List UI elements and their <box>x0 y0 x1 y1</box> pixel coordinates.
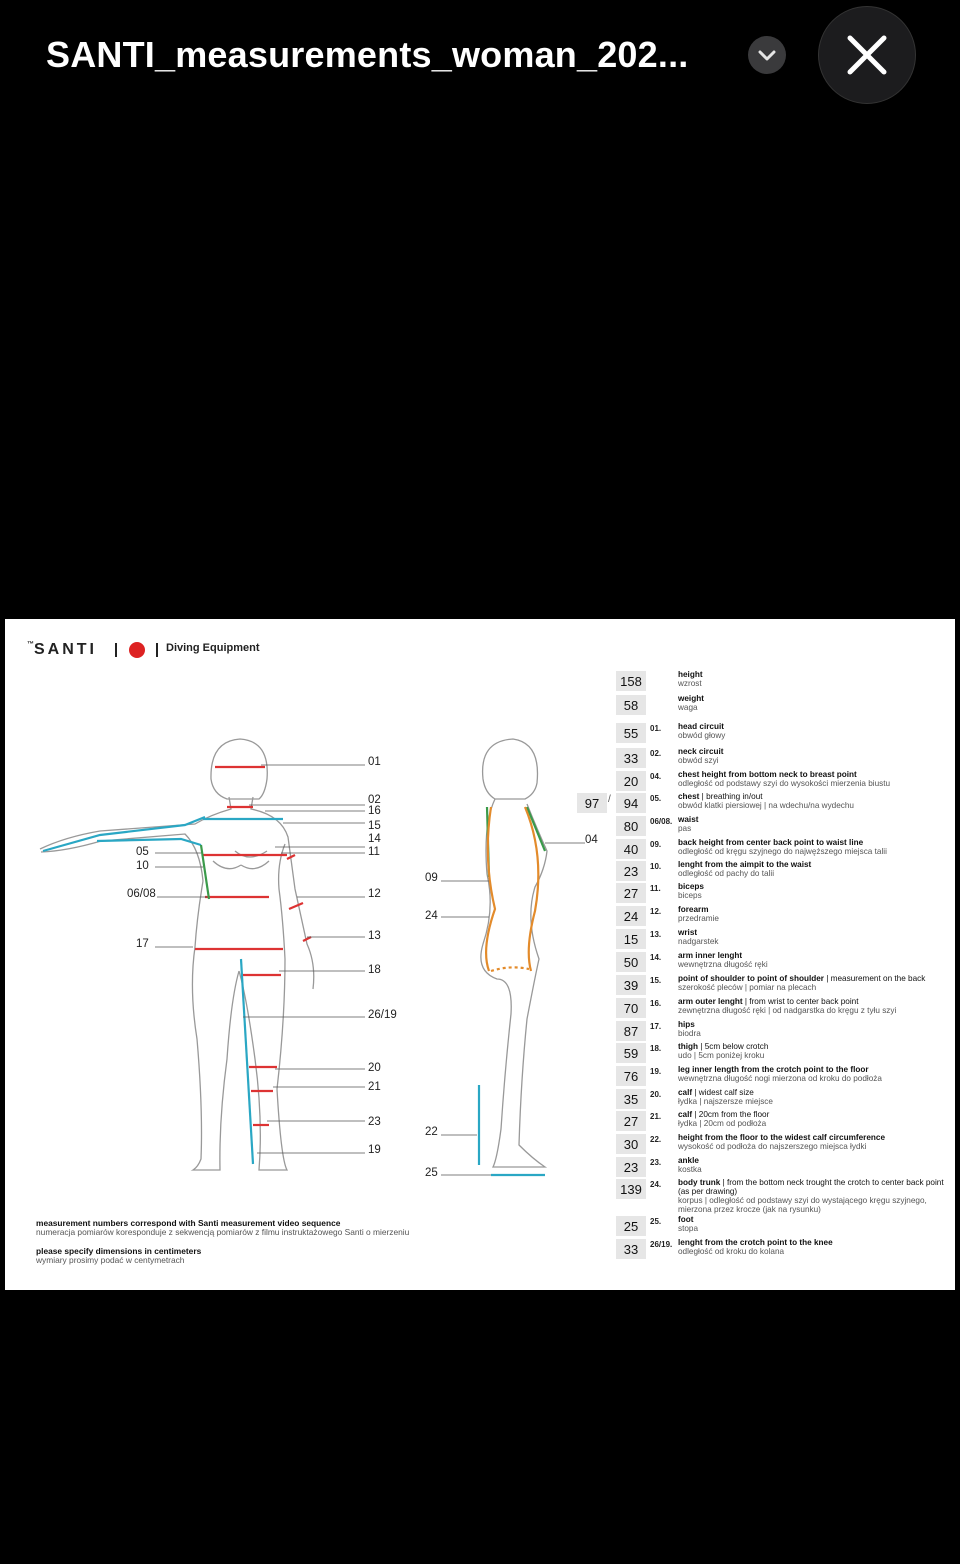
measurement-label <box>678 670 948 688</box>
measurement-row <box>5 671 955 691</box>
measurement-label <box>678 882 948 900</box>
measurement-row <box>5 1157 955 1177</box>
measurement-number: 25. <box>650 1217 662 1226</box>
measurement-alt-value[interactable]: 97 <box>577 793 607 813</box>
measurement-label-en: wrist <box>678 928 698 937</box>
measurement-label-pl: odległość od pachy do talii <box>678 869 775 878</box>
front-label: 16 <box>368 805 381 817</box>
measurement-row <box>5 1111 955 1131</box>
measurement-label <box>678 1020 948 1038</box>
measurement-value[interactable]: 158 <box>616 671 646 691</box>
measurement-row <box>5 748 955 768</box>
measurement-label-en: waist <box>678 815 699 824</box>
measurement-row <box>5 906 955 926</box>
measurement-row <box>5 1134 955 1154</box>
side-label: 22 <box>425 1126 438 1138</box>
measurement-number: 24. <box>650 1180 662 1189</box>
measurement-label-pl: biodra <box>678 1029 701 1038</box>
brand-name: SANTI <box>34 641 97 658</box>
measurement-value[interactable]: 39 <box>616 975 646 995</box>
measurement-value[interactable]: 24 <box>616 906 646 926</box>
measurement-label-pl: wzrost <box>678 679 702 688</box>
measurement-label <box>678 1215 948 1233</box>
footer-note-pl: numeracja pomiarów koresponduje z sekwencją pomiarów z filmu instruktażowego Santi o mierzeniu <box>36 1227 410 1237</box>
measurement-label <box>678 860 948 878</box>
close-icon <box>819 7 915 103</box>
footer-units-en: please specify dimensions in centimeters <box>36 1246 202 1256</box>
side-label: 09 <box>425 872 438 884</box>
measurement-label-en: chest height from bottom neck to breast point <box>678 770 857 779</box>
measurement-value[interactable]: 87 <box>616 1021 646 1041</box>
side-label: 04 <box>585 834 598 846</box>
footer-note <box>36 1219 409 1237</box>
front-label: 21 <box>368 1081 381 1093</box>
side-label: 24 <box>425 910 438 922</box>
measurement-label-en: leg inner length from the crotch point to the floor <box>678 1065 869 1074</box>
measurement-row <box>5 883 955 903</box>
measurement-label-en: ankle <box>678 1156 699 1165</box>
measurement-row <box>5 861 955 881</box>
measurement-label-pl: odległość od kroku do kolana <box>678 1247 785 1256</box>
measurement-label-pl: nadgarstek <box>678 937 719 946</box>
measurement-label <box>678 1156 948 1174</box>
measurement-value[interactable]: 55 <box>616 723 646 743</box>
measurement-value[interactable]: 30 <box>616 1134 646 1154</box>
measurement-row <box>5 723 955 743</box>
document-title: SANTI_measurements_woman_202... <box>46 34 689 75</box>
measurement-label <box>678 815 948 833</box>
footer-units <box>36 1247 201 1265</box>
measurement-number: 06/08. <box>650 817 673 826</box>
measurement-label-en: body trunk <box>678 1178 721 1187</box>
footer-note-en: measurement numbers correspond with Santi measurement video sequence <box>36 1218 341 1228</box>
measurement-number: 02. <box>650 749 662 758</box>
measurement-label-note: | breathing in/out <box>701 792 763 801</box>
measurement-label-pl: pas <box>678 824 692 833</box>
measurement-number: 05. <box>650 794 662 803</box>
measurement-label <box>678 722 948 740</box>
measurement-label-note: | from the bottom neck trought the crotch to center back point (as per drawing) <box>678 1178 944 1196</box>
chevron-down-icon <box>748 36 786 74</box>
measurement-label-en: arm inner lenght <box>678 951 743 960</box>
measurement-row <box>5 1178 955 1214</box>
measurement-label <box>678 770 948 788</box>
measurement-label <box>678 974 948 992</box>
measurement-row <box>5 1021 955 1041</box>
measurement-value[interactable]: 27 <box>616 883 646 903</box>
measurement-value[interactable]: 58 <box>616 695 646 715</box>
measurement-label-en: lenght from the crotch point to the knee <box>678 1238 833 1247</box>
measurement-value[interactable]: 33 <box>616 748 646 768</box>
measurement-row <box>5 771 955 791</box>
measurement-label-note: | widest calf size <box>694 1088 754 1097</box>
measurement-label <box>678 951 948 969</box>
measurement-number: 23. <box>650 1158 662 1167</box>
measurement-number: 12. <box>650 907 662 916</box>
measurement-label-en: head circuit <box>678 722 724 731</box>
measurement-label <box>678 792 948 810</box>
measurement-label-pl: udo | 5cm poniżej kroku <box>678 1051 765 1060</box>
measurement-label-pl: biceps <box>678 891 702 900</box>
measurement-value[interactable]: 27 <box>616 1111 646 1131</box>
measurement-value[interactable]: 70 <box>616 998 646 1018</box>
measurement-label-pl: zewnętrzna długość ręki | od nadgarstka do kręgu z tyłu szyi <box>678 1006 897 1015</box>
measurement-label-en: weight <box>678 694 704 703</box>
front-label: 13 <box>368 930 381 942</box>
document-page <box>5 619 955 1290</box>
measurement-number: 16. <box>650 999 662 1008</box>
measurement-label-en: hips <box>678 1020 695 1029</box>
measurement-number: 15. <box>650 976 662 985</box>
front-label: 15 <box>368 820 381 832</box>
measurement-label-en: biceps <box>678 882 704 891</box>
measurement-label <box>678 1238 948 1256</box>
measurement-value[interactable]: 15 <box>616 929 646 949</box>
measurement-number: 14. <box>650 953 662 962</box>
measurement-value[interactable]: 94 <box>616 793 646 813</box>
close-button[interactable] <box>818 6 916 104</box>
measurement-value[interactable]: 50 <box>616 952 646 972</box>
measurement-label-note: | 5cm below crotch <box>700 1042 769 1051</box>
measurement-label <box>678 1042 948 1060</box>
measurement-value[interactable]: 25 <box>616 1216 646 1236</box>
measurement-value[interactable]: 40 <box>616 839 646 859</box>
value-separator: / <box>608 794 611 805</box>
measurement-label-en: point of shoulder to point of shoulder <box>678 974 824 983</box>
measurement-label-pl: wewnętrzna długość ręki <box>678 960 768 969</box>
measurement-number: 19. <box>650 1067 662 1076</box>
front-label: 12 <box>368 888 381 900</box>
measurement-row <box>5 695 955 715</box>
front-label: 11 <box>368 846 380 858</box>
measurement-label-pl: obwód klatki piersiowej | na wdechu/na wydechu <box>678 801 854 810</box>
front-label: 17 <box>136 938 149 950</box>
measurement-row <box>5 998 955 1018</box>
measurement-number: 09. <box>650 840 662 849</box>
front-label: 19 <box>368 1144 381 1156</box>
measurement-value[interactable]: 139 <box>616 1179 646 1199</box>
measurement-number: 26/19. <box>650 1240 673 1249</box>
measurement-number: 17. <box>650 1022 662 1031</box>
front-label: 23 <box>368 1116 381 1128</box>
document-menu-button[interactable] <box>748 36 786 74</box>
measurement-label <box>678 1178 948 1214</box>
measurement-label-en: height from the floor to the widest calf circumference <box>678 1133 885 1142</box>
measurement-row <box>5 839 955 859</box>
measurement-label-pl: waga <box>678 703 698 712</box>
front-label: 20 <box>368 1062 381 1074</box>
front-label: 01 <box>368 756 381 768</box>
measurement-number: 20. <box>650 1090 662 1099</box>
measurement-row <box>5 816 955 836</box>
measurement-label <box>678 838 948 856</box>
front-label: 06/08 <box>127 888 156 900</box>
measurement-label-note: | measurement on the back <box>826 974 926 983</box>
measurement-number: 11. <box>650 884 661 893</box>
measurement-label-en: lenght from the aimpit to the waist <box>678 860 812 869</box>
measurement-value[interactable]: 23 <box>616 861 646 881</box>
measurement-row <box>5 793 955 813</box>
measurement-label-en: arm outer lenght <box>678 997 743 1006</box>
footer-units-pl: wymiary prosimy podać w centymetrach <box>36 1255 185 1265</box>
measurement-label-en: chest <box>678 792 700 801</box>
measurement-value[interactable]: 59 <box>616 1043 646 1063</box>
front-label: 05 <box>136 846 149 858</box>
measurement-label-pl: obwód szyi <box>678 756 719 765</box>
measurements-table <box>5 619 955 1290</box>
measurement-label <box>678 928 948 946</box>
measurement-label-en: height <box>678 670 703 679</box>
measurement-row <box>5 1066 955 1086</box>
side-label: 25 <box>425 1167 438 1179</box>
measurement-label-en: calf <box>678 1088 693 1097</box>
brand-subtitle: Diving Equipment <box>166 642 260 654</box>
measurement-value[interactable]: 33 <box>616 1239 646 1259</box>
measurement-label-en: foot <box>678 1215 694 1224</box>
measurement-row <box>5 929 955 949</box>
measurement-label <box>678 997 948 1015</box>
viewer-top-bar <box>0 0 960 110</box>
measurement-label <box>678 747 948 765</box>
measurement-value[interactable]: 35 <box>616 1089 646 1109</box>
measurement-label-en: neck circuit <box>678 747 724 756</box>
measurement-label-pl: przedramie <box>678 914 719 923</box>
measurement-label-pl: wysokość od podłoża do najszerszego miejsca łydki <box>678 1142 867 1151</box>
front-label: 14 <box>368 833 381 845</box>
measurement-number: 04. <box>650 772 662 781</box>
measurement-label-pl: stopa <box>678 1224 699 1233</box>
measurement-number: 13. <box>650 930 662 939</box>
measurement-number: 01. <box>650 724 662 733</box>
measurement-label-pl: szerokość pleców | pomiar na plecach <box>678 983 817 992</box>
measurement-label-pl: obwód głowy <box>678 731 726 740</box>
measurement-label-pl: odległość od kręgu szyjnego do najwęższego miejsca talii <box>678 847 887 856</box>
measurement-number: 22. <box>650 1135 662 1144</box>
measurement-value[interactable]: 80 <box>616 816 646 836</box>
measurement-label-pl: korpus | odległość od podstawy szyi do wystającego kręgu szyjnego, mierzona przez krocze (jak na rysunku) <box>678 1196 927 1214</box>
front-label: 10 <box>136 860 149 872</box>
measurement-label-pl: łydka | 20cm od podłoża <box>678 1119 767 1128</box>
front-label: 18 <box>368 964 381 976</box>
measurement-value[interactable]: 76 <box>616 1066 646 1086</box>
measurement-label-en: forearm <box>678 905 709 914</box>
measurement-label-en: back height from center back point to waist line <box>678 838 864 847</box>
measurement-label <box>678 1133 948 1151</box>
measurement-label-en: thigh <box>678 1042 699 1051</box>
measurement-label <box>678 694 948 712</box>
measurement-label <box>678 1065 948 1083</box>
measurement-label <box>678 1110 948 1128</box>
measurement-row <box>5 1043 955 1063</box>
front-label: 02 <box>368 794 381 806</box>
trademark-mark: ™ <box>27 641 34 648</box>
front-label: 26/19 <box>368 1009 397 1021</box>
measurement-label <box>678 905 948 923</box>
measurement-label-pl: łydka | najszersze miejsce <box>678 1097 773 1106</box>
measurement-label-en: calf <box>678 1110 693 1119</box>
measurement-number: 21. <box>650 1112 662 1121</box>
measurement-number: 18. <box>650 1044 662 1053</box>
measurement-label-pl: kostka <box>678 1165 702 1174</box>
measurement-label-note: | from wrist to center back point <box>744 997 859 1006</box>
measurement-value[interactable]: 23 <box>616 1157 646 1177</box>
measurement-label-pl: wewnętrzna długość nogi mierzona od kroku do podłoża <box>678 1074 882 1083</box>
measurement-row <box>5 1089 955 1109</box>
measurement-label <box>678 1088 948 1106</box>
measurement-label-pl: odległość od podstawy szyi do wysokości mierzenia biustu <box>678 779 891 788</box>
measurement-row <box>5 952 955 972</box>
measurement-number: 10. <box>650 862 662 871</box>
measurement-value[interactable]: 20 <box>616 771 646 791</box>
measurement-label-note: | 20cm from the floor <box>694 1110 770 1119</box>
measurement-row <box>5 975 955 995</box>
